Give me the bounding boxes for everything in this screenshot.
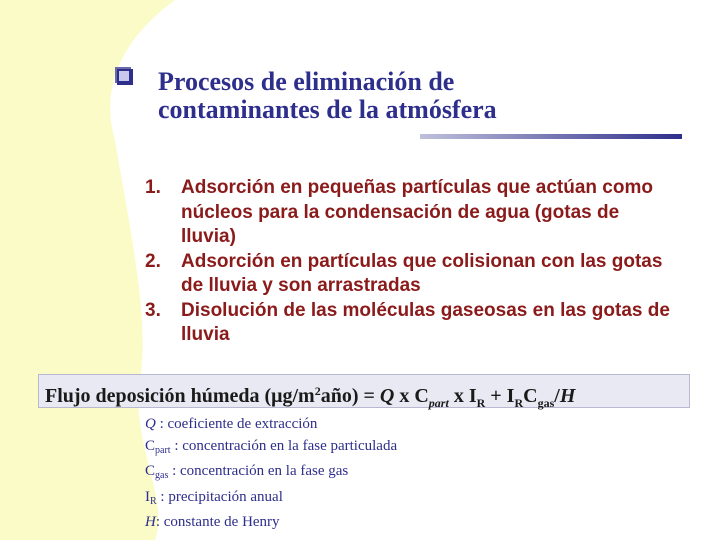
legend-text: : concentración en la fase particulada: [170, 437, 398, 454]
legend-subscript: part: [155, 444, 171, 456]
legend-subscript: R: [150, 495, 157, 507]
legend-row: [145, 414, 397, 436]
legend-row: [145, 461, 397, 487]
legend-symbol: H: [145, 514, 156, 530]
legend-symbol: C: [145, 463, 156, 479]
formula-part-sub: part: [428, 396, 449, 410]
formula-slash: /: [554, 385, 560, 407]
legend-subscript: gas: [155, 470, 169, 481]
formula-box: [38, 374, 690, 408]
item-line: núcleos para la condensación de agua (gotas de: [181, 201, 620, 223]
bullet-icon: [114, 66, 134, 86]
item-line: lluvia): [181, 226, 236, 247]
list-item: [145, 176, 715, 250]
formula-r-sub: R: [476, 396, 486, 410]
item-line: lluvia: [181, 324, 230, 345]
formula-c: C: [523, 385, 538, 407]
item-number: 1.: [145, 177, 161, 198]
title-line: Procesos de eliminación de: [158, 67, 455, 96]
slide-title: [158, 68, 678, 124]
item-line: de lluvia y son arrastradas: [181, 275, 421, 296]
formula-gas-sub: gas: [537, 396, 555, 410]
legend-symbol: I: [145, 488, 150, 505]
formula-exponent: 2: [314, 384, 321, 398]
formula-mid: año) =: [320, 385, 380, 407]
formula-h: H: [559, 385, 576, 407]
legend-text: : precipitación anual: [156, 488, 283, 505]
process-list: [145, 176, 715, 348]
item-number: 3.: [145, 299, 161, 321]
list-item: [145, 299, 715, 348]
list-item: [145, 250, 715, 299]
item-line: Adsorción en pequeñas partículas que actúan como: [181, 177, 653, 198]
formula-q: Q: [379, 385, 395, 407]
legend-symbol: C: [145, 437, 156, 454]
formula-r-sub: R: [514, 396, 524, 410]
legend-row: [145, 436, 397, 462]
legend-row: [145, 512, 397, 534]
title-line: contaminantes de la atmósfera: [158, 95, 497, 124]
legend-text: : concentración en la fase gas: [168, 463, 349, 479]
item-line: Disolución de las moléculas gaseosas en las gotas de: [181, 299, 670, 321]
title-rule: [420, 134, 682, 139]
formula-x2: x I: [448, 385, 477, 407]
item-number: 2.: [145, 250, 161, 272]
legend-text: : coeficiente de extracción: [155, 416, 318, 432]
legend-text: : constante de Henry: [155, 514, 280, 530]
legend-row: [145, 487, 397, 513]
item-line: Adsorción en partículas que colisionan con las gotas: [181, 250, 663, 272]
legend-symbol: Q: [145, 416, 156, 432]
formula-prefix: Flujo deposición húmeda (μg/m: [45, 385, 315, 407]
formula-legend: [145, 414, 397, 534]
formula-plus: + I: [485, 385, 515, 407]
formula-x1: x C: [394, 385, 429, 407]
